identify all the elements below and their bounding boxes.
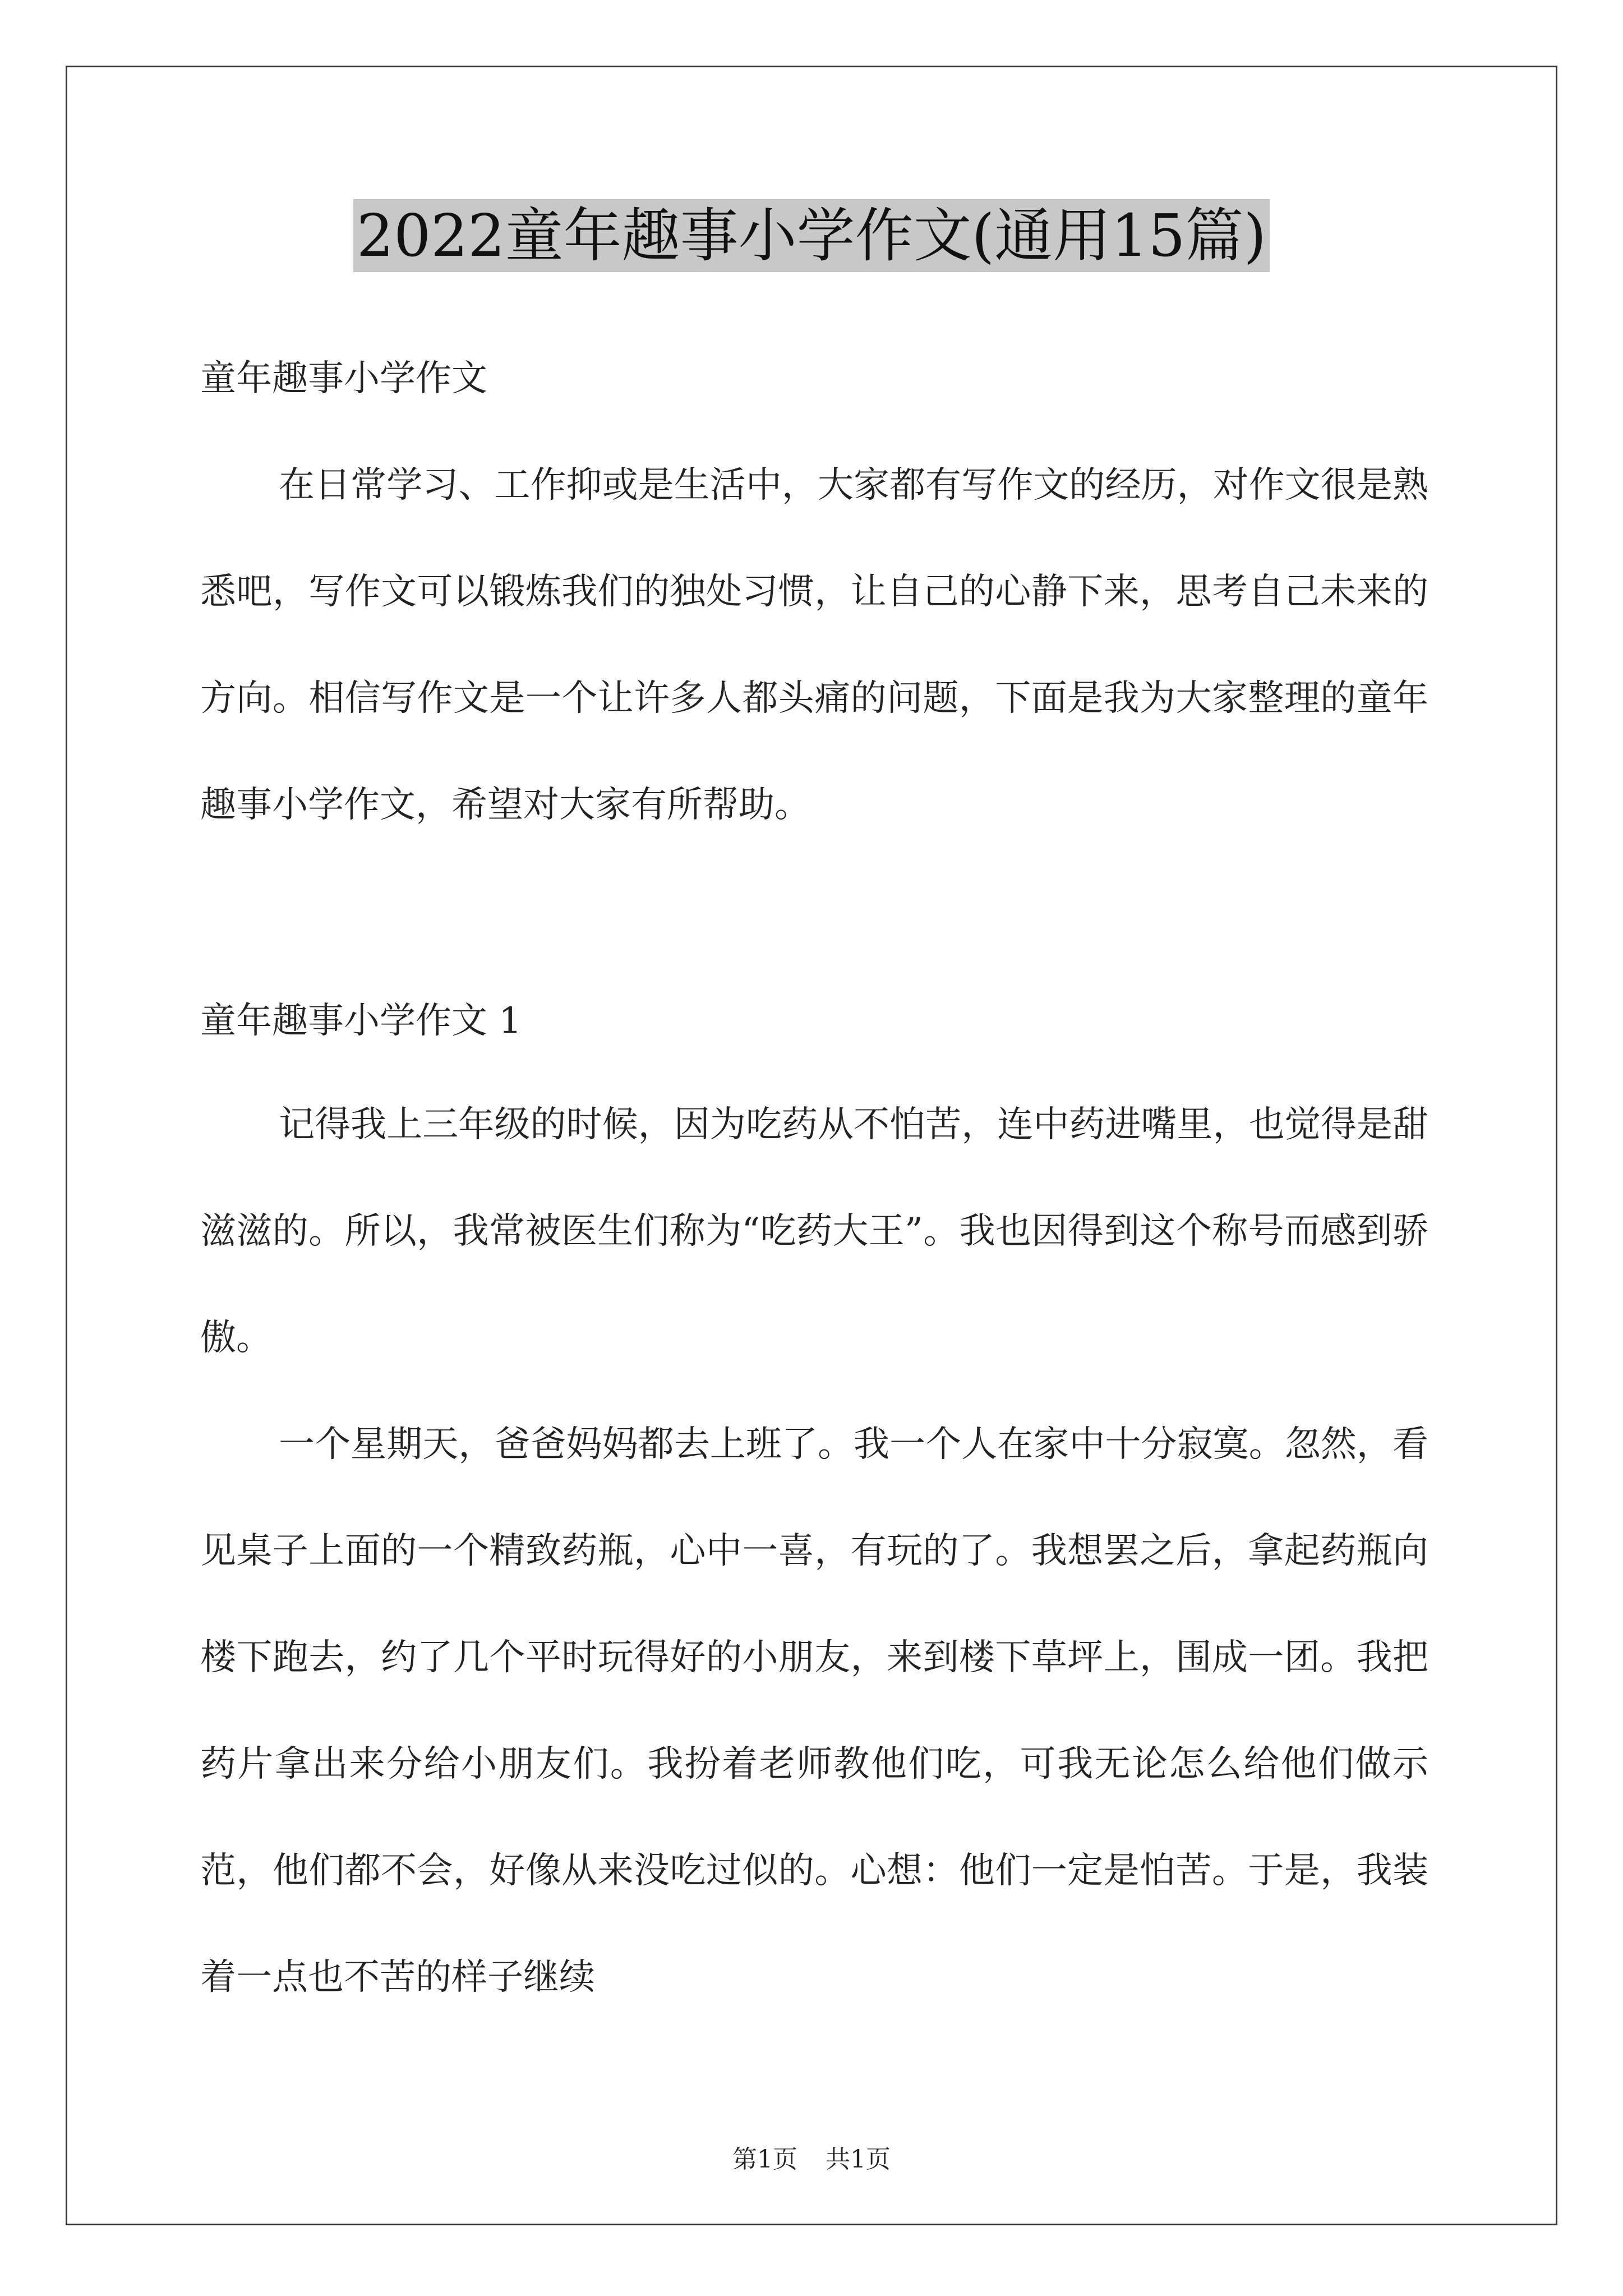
page-number: 第1页	[732, 2145, 797, 2174]
section-heading: 童年趣事小学作文 1	[200, 1000, 522, 1042]
body-paragraph: 一个星期天，爸爸妈妈都去上班了。我一个人在家中十分寂寞。忽然，看见桌子上面的一个精致药瓶，心中一喜，有玩的了。我想罢之后，拿起药瓶向楼下跑去，约了几个平时玩得好的小朋友，来到楼下草坪上，围成一团。我把药片拿出来分给小朋友们。我扮着老师教他们吃，可我无论怎么给他们做示范，他们都不会，好像从来没吃过似的。心想：他们一定是怕苦。于是，我装着一点也不苦的样子继续	[200, 1424, 1428, 1998]
title-container	[0, 199, 1623, 272]
document-title: 2022童年趣事小学作文(通用15篇)	[353, 199, 1270, 272]
intro-heading: 童年趣事小学作文	[200, 358, 487, 399]
body-paragraph: 记得我上三年级的时候，因为吃药从不怕苦，连中药进嘴里，也觉得是甜滋滋的。所以，我常被医生们称为“吃药大王”。我也因得到这个称号而感到骄傲。	[200, 1104, 1428, 1359]
page-footer	[0, 2143, 1623, 2177]
intro-paragraph: 在日常学习、工作抑或是生活中，大家都有写作文的经历，对作文很是熟悉吧，写作文可以锻炼我们的独处习惯，让自己的心静下来，思考自己未来的方向。相信写作文是一个让许多人都头痛的问题，下面是我为大家整理的童年趣事小学作文，希望对大家有所帮助。	[200, 464, 1428, 826]
page-total: 共1页	[826, 2145, 891, 2174]
